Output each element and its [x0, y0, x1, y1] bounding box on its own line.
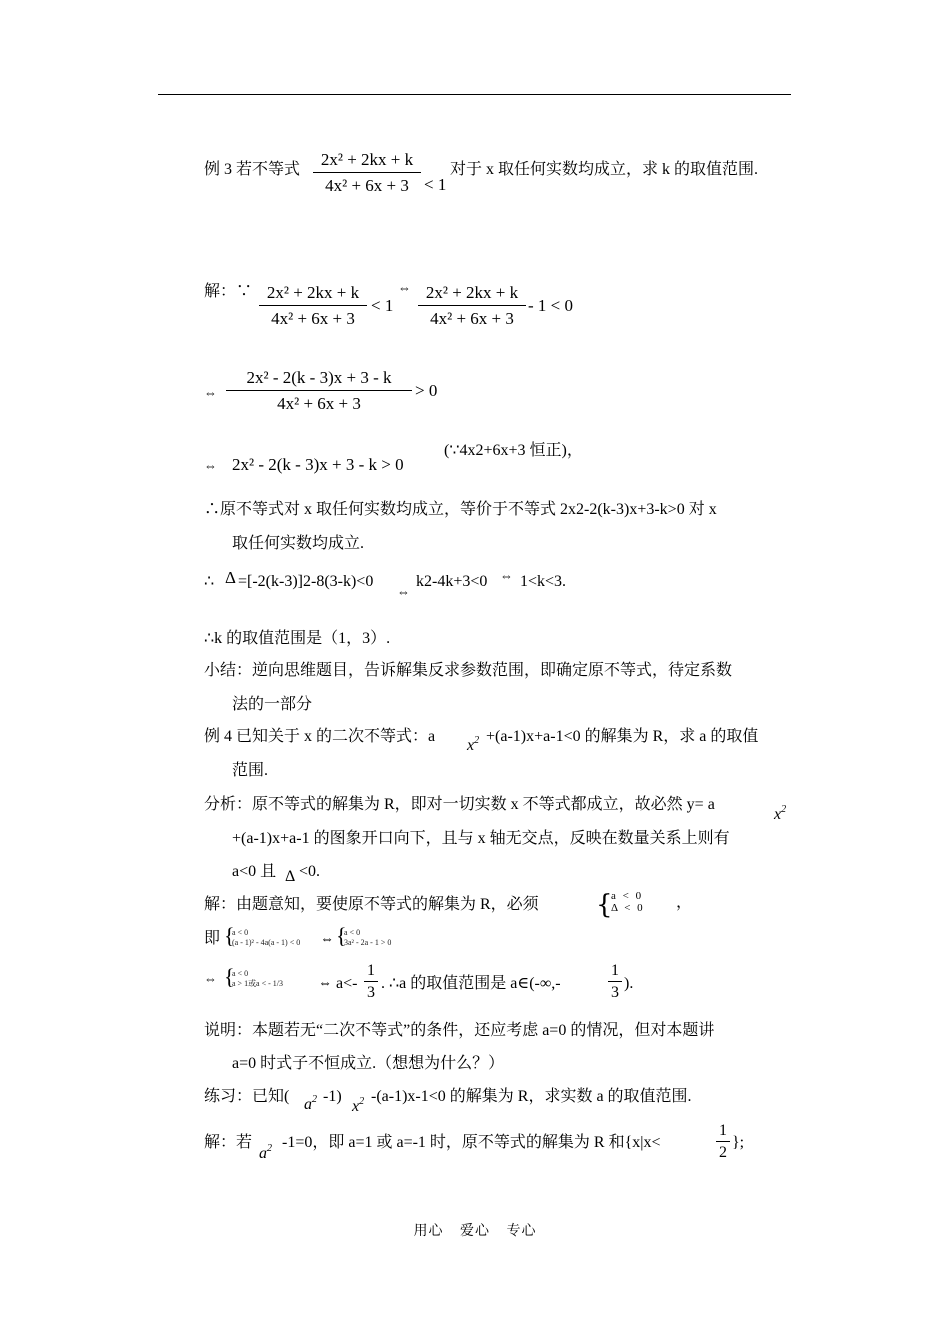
system4-row1: a < 0 — [232, 969, 249, 978]
note-line2: a=0 时式子不恒成立.（想想为什么？） — [232, 1055, 505, 1072]
example4-line1-a: 例 4 已知关于 x 的二次不等式：a — [204, 728, 436, 745]
system1-brace: { — [596, 890, 613, 920]
solution2-line1: 解：由题意知，要使原不等式的解集为 R，必须 — [204, 896, 539, 913]
solution2-ji: 即 — [204, 930, 221, 947]
example3-numerator: 2x² + 2kx + k — [313, 150, 421, 173]
solution4-var-a: $a^2$ — [259, 1143, 272, 1162]
analysis-line1-a: 分析：原不等式的解集为 R，即对一切实数 x 不等式都成立，故必然 y= a — [204, 796, 715, 813]
step3-expression: 2x² - 2(k - 3)x + 3 - k > 0 — [232, 455, 404, 474]
step2-relation: > 0 — [415, 381, 438, 400]
solution4-a: 解：若 — [204, 1134, 253, 1151]
solution1-fraction2 — [418, 283, 526, 329]
system3-brace: { — [336, 923, 347, 948]
example4-line2: 范围. — [232, 762, 269, 779]
therefore2-equiv2: ⇔ — [500, 568, 513, 583]
analysis-line3-a: a<0 且 — [232, 863, 277, 880]
therefore2-part2: k2-4k+3<0 — [416, 573, 488, 590]
exercise-var-x: $x^2$ — [352, 1096, 365, 1115]
step2-denominator: 4x² + 6x + 3 — [277, 394, 361, 413]
step2-equiv: ⇔ — [204, 385, 217, 400]
summary-line1: 小结：逆向思维题目，告诉解集反求参数范围，即确定原不等式，待定系数 — [204, 662, 733, 679]
example3-denominator: 4x² + 6x + 3 — [325, 176, 409, 195]
solution1-fraction2-numerator: 2x² + 2kx + k — [418, 283, 526, 306]
solution3-mid: a<- — [336, 975, 358, 992]
analysis-delta: Δ — [285, 868, 296, 885]
system1-row1: a < 0 — [611, 890, 644, 902]
system2-brace: { — [224, 923, 235, 948]
solution3-text: . ∴a 的取值范围是 a∈(-∞,- — [381, 975, 561, 992]
solution4-fraction — [716, 1122, 730, 1163]
step2-numerator: 2x² - 2(k - 3)x + 3 - k — [226, 368, 412, 391]
solution1-fraction1 — [259, 283, 367, 329]
exercise-a: 练习：已知( — [204, 1088, 290, 1105]
therefore2-prefix: ∴ — [204, 573, 215, 590]
solution3-equiv2: ⇔ — [318, 976, 332, 991]
system2-row1: a < 0 — [232, 928, 249, 937]
solution3-equiv1: ⇔ — [204, 971, 217, 986]
example3-relation: < 1 — [424, 175, 447, 194]
solution3-fraction2-numerator: 1 — [608, 962, 622, 982]
solution3-fraction2 — [608, 962, 622, 1003]
exercise-b: -1) — [323, 1088, 342, 1105]
solution4-end: }; — [732, 1134, 745, 1151]
solution2-comma: ， — [676, 894, 693, 911]
example3-suffix: 对于 x 取任何实数均成立，求 k 的取值范围. — [450, 161, 759, 178]
step3-equiv: ⇔ — [204, 458, 217, 473]
solution3-fraction2-denominator: 3 — [611, 984, 619, 1001]
solution3-fraction1 — [364, 962, 378, 1003]
analysis-var-x: $x^2$ — [774, 804, 787, 823]
solution1-fraction1-denominator: 4x² + 6x + 3 — [271, 309, 355, 328]
summary-line2: 法的一部分 — [232, 696, 313, 713]
note-line1: 说明：本题若无“二次不等式”的条件，还应考虑 a=0 的情况，但对本题讲 — [204, 1022, 715, 1039]
therefore2-equiv1: ⇔ — [397, 584, 410, 599]
therefore1-line2: 取任何实数均成立. — [232, 535, 365, 552]
therefore3: ∴k 的取值范围是（1，3）. — [204, 630, 391, 647]
system3-row2: 3a² - 2a - 1 > 0 — [344, 938, 392, 947]
solution1-label: 解：∵ — [204, 283, 253, 300]
solution3-fraction1-numerator: 1 — [364, 962, 378, 982]
header-rule — [158, 94, 791, 95]
solution3-fraction1-denominator: 3 — [367, 984, 375, 1001]
example3-fraction — [313, 150, 421, 196]
system1-row2: Δ < 0 — [611, 902, 645, 914]
therefore2-part3: 1<k<3. — [520, 573, 567, 590]
step3-note: (∵4x2+6x+3 恒正)， — [444, 442, 583, 459]
step2-fraction — [226, 368, 412, 414]
example4-line1-b: +(a-1)x+a-1<0 的解集为 R，求 a 的取值 — [486, 728, 759, 745]
footer-item: 爱心 — [460, 1224, 490, 1239]
therefore1-line1: ∴原不等式对 x 取任何实数均成立，等价于不等式 2x2-2(k-3)x+3-k>0 对 x — [204, 501, 717, 518]
exercise-var-a: $a^2$ — [304, 1094, 317, 1113]
footer-item: 用心 — [413, 1224, 444, 1239]
solution1-relation2: - 1 < 0 — [528, 296, 573, 315]
therefore2-part1: =[-2(k-3)]2-8(3-k)<0 — [238, 573, 374, 590]
solution4-fraction-denominator: 2 — [719, 1144, 727, 1161]
analysis-line3-b: <0. — [299, 863, 321, 880]
system3-row1: a < 0 — [344, 928, 361, 937]
system2-row2: (a - 1)² - 4a(a - 1) < 0 — [232, 938, 301, 947]
example3-prefix: 例 3 若不等式 — [204, 161, 301, 178]
solution4-b: -1=0，即 a=1 或 a=-1 时，原不等式的解集为 R 和{x|x< — [282, 1134, 661, 1151]
system4-brace: { — [224, 964, 235, 989]
footer-item: 专心 — [506, 1224, 537, 1239]
exercise-c: -(a-1)x-1<0 的解集为 R，求实数 a 的取值范围. — [371, 1088, 692, 1105]
solution1-fraction1-numerator: 2x² + 2kx + k — [259, 283, 367, 306]
solution3-end: ). — [624, 975, 634, 992]
example4-var-x: $x^2$ — [467, 735, 480, 754]
therefore2-delta: Δ — [225, 568, 236, 587]
analysis-line2: +(a-1)x+a-1 的图象开口向下，且与 x 轴无交点，反映在数量关系上则有 — [232, 830, 730, 847]
solution1-equiv: ⇔ — [398, 280, 411, 295]
system4-row2: a > 1或a < - 1/3 — [232, 979, 284, 988]
solution4-fraction-numerator: 1 — [716, 1122, 730, 1142]
solution2-equiv: ⇔ — [320, 932, 334, 947]
page-footer — [0, 1220, 950, 1240]
solution1-fraction2-denominator: 4x² + 6x + 3 — [430, 309, 514, 328]
solution1-relation1: < 1 — [371, 296, 394, 315]
